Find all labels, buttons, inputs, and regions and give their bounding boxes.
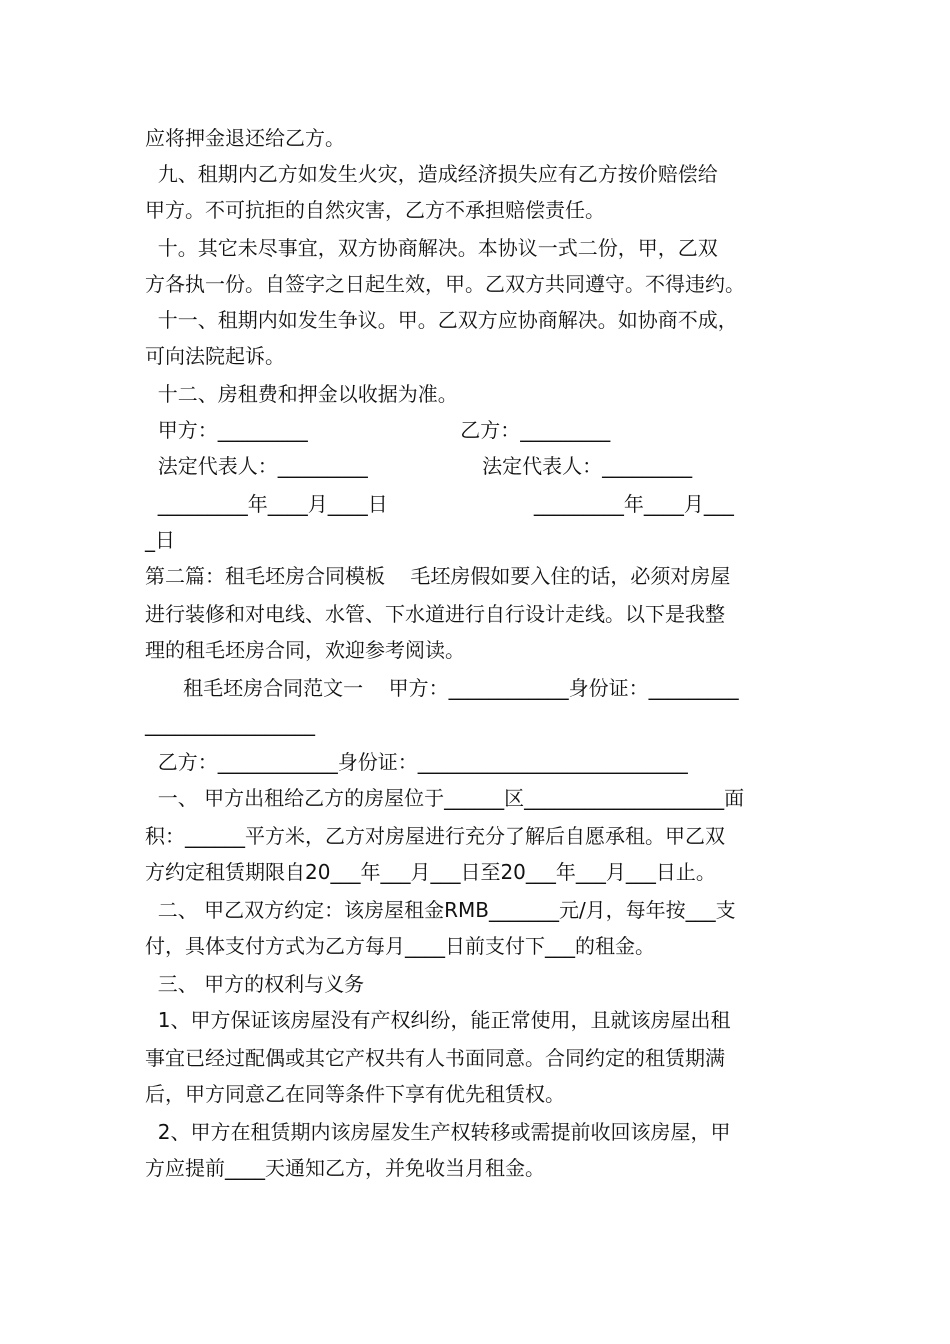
text-line: 进行装修和对电线、水管、下水道进行自行设计走线。以下是我整 <box>145 602 725 626</box>
signature-line: 法定代表人：_________ 法定代表人：_________ <box>145 454 693 478</box>
text-line: 事宜已经过配偶或其它产权共有人书面同意。合同约定的租赁期满 <box>145 1046 725 1070</box>
text-line: 方约定租赁期限自20___年___月___日至20___年___月___日止。 <box>145 860 716 884</box>
text-line: 租毛坯房合同范文一 甲方：____________身份证：_________ <box>145 676 739 700</box>
text-line: 付，具体支付方式为乙方每月____日前支付下___的租金。 <box>145 934 655 958</box>
text-line: 甲方。不可抗拒的自然灾害，乙方不承担赔偿责任。 <box>145 198 605 222</box>
text-line: 应将押金退还给乙方。 <box>145 126 345 150</box>
text-line: 2、甲方在租赁期内该房屋发生产权转移或需提前收回该房屋，甲 <box>145 1120 731 1144</box>
section-heading: 三、 甲方的权利与义务 <box>145 972 365 996</box>
text-line: 十二、房租费和押金以收据为准。 <box>145 382 458 406</box>
signature-line: 甲方：_________ 乙方：_________ <box>145 418 611 442</box>
text-line: 理的租毛坯房合同，欢迎参考阅读。 <box>145 638 465 662</box>
text-line: 积：______平方米，乙方对房屋进行充分了解后自愿承租。甲乙双 <box>145 824 725 848</box>
text-line: 第二篇：租毛坯房合同模板 毛坯房假如要入住的话，必须对房屋 <box>145 564 731 588</box>
text-line: 可向法院起诉。 <box>145 344 285 368</box>
date-line: _日 <box>145 528 175 552</box>
text-line: 1、甲方保证该房屋没有产权纠纷，能正常使用，且就该房屋出租 <box>145 1008 731 1032</box>
text-line: 十一、租期内如发生争议。甲。乙双方应协商解决。如协商不成， <box>145 308 738 332</box>
date-line: _________年____月____日 _________年____月___ <box>145 492 734 516</box>
text-line: 二、 甲乙双方约定：该房屋租金RMB_______元/月，每年按___支 <box>145 898 736 922</box>
text-line: 后，甲方同意乙在同等条件下享有优先租赁权。 <box>145 1082 565 1106</box>
text-line: 一、 甲方出租给乙方的房屋位于______区____________________面 <box>145 786 745 810</box>
text-line: 方各执一份。自签字之日起生效，甲。乙双方共同遵守。不得违约。 <box>145 272 745 296</box>
text-line: 乙方：____________身份证：___________________________ <box>145 750 688 774</box>
text-line: 九、租期内乙方如发生火灾，造成经济损失应有乙方按价赔偿给 <box>145 162 718 186</box>
text-line: _________________ <box>145 712 315 736</box>
text-line: 十。其它未尽事宜，双方协商解决。本协议一式二份，甲，乙双 <box>145 236 718 260</box>
text-line: 方应提前____天通知乙方，并免收当月租金。 <box>145 1156 545 1180</box>
